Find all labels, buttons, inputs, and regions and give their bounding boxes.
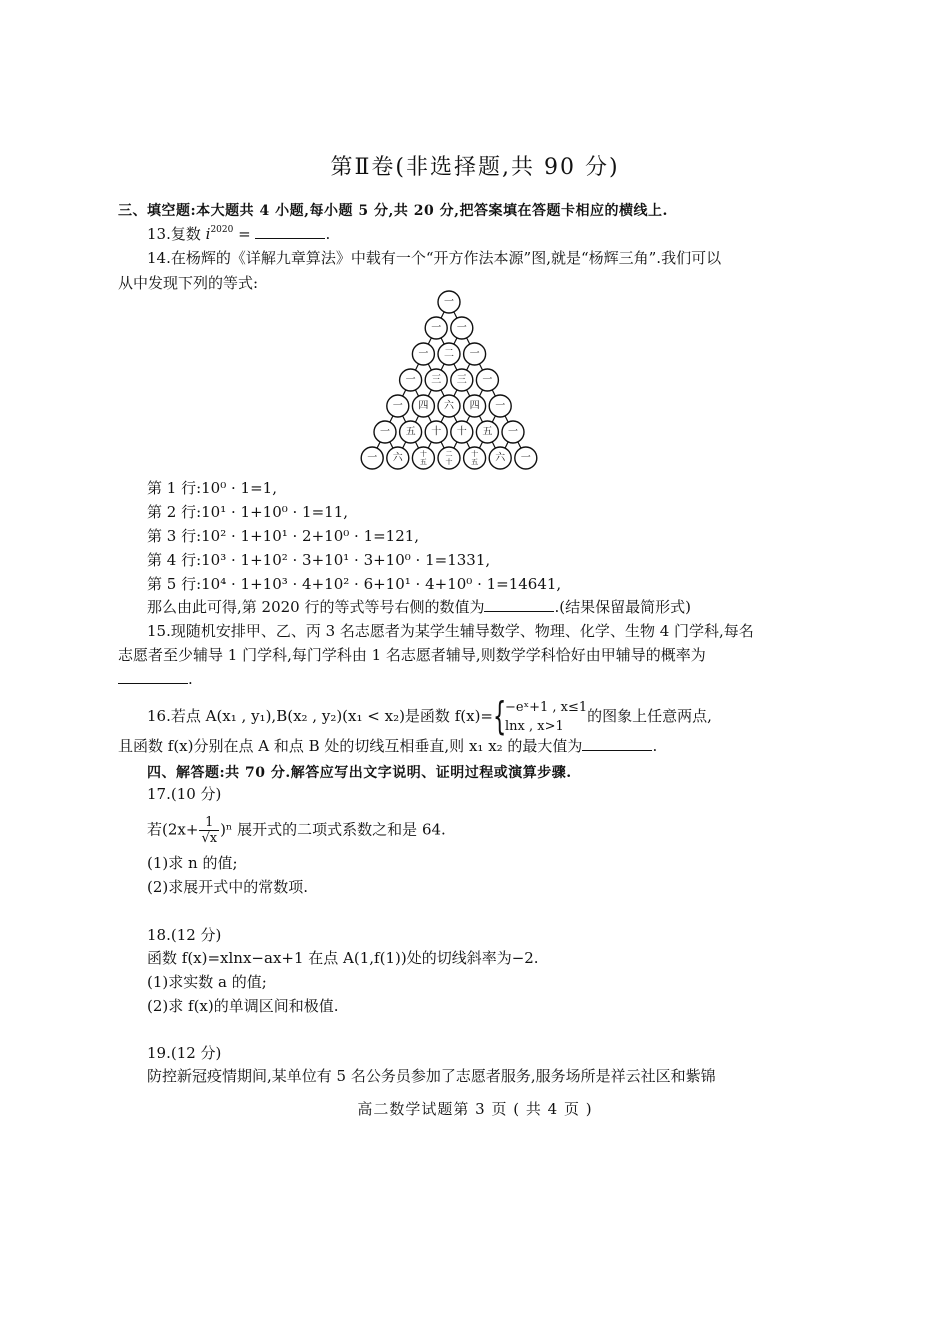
question-16-line1: 16.若点 A(x₁ , y₁),B(x₂ , y₂)(x₁ < x₂)是函数 f(x)= { −eˣ+1 , x≤1 lnx , x>1 的图象上任意两点, [147, 694, 712, 738]
section-fill-in-header: 三、填空题:本大题共 4 小题,每小题 5 分,共 20 分,把答案填在答题卡相应的横线上. [118, 203, 668, 219]
equation-row-2: 第 2 行:10¹ · 1+10⁰ · 1=11, [147, 503, 349, 521]
triangle-node-label: 一 [444, 296, 454, 308]
question-18-header: 18.(12 分) [147, 926, 222, 944]
equation-row-4: 第 4 行:10³ · 1+10² · 3+10¹ · 3+10⁰ · 1=1331, [147, 551, 491, 569]
triangle-node-label: 六 [392, 452, 403, 464]
question-18-stem: 函数 f(x)=xlnx−ax+1 在点 A(1,f(1))处的切线斜率为−2. [147, 949, 539, 967]
question-18-part2: (2)求 f(x)的单调区间和极值. [147, 997, 339, 1015]
triangle-node-label: 十 [431, 426, 442, 438]
question-13: 13.复数 $i^{2020}$ = . [147, 225, 331, 243]
page-footer: 高二数学试题第 3 页 ( 共 4 页 ) [357, 1100, 593, 1118]
answer-blank [582, 736, 652, 751]
triangle-node-label: 一 [392, 400, 403, 412]
question-14-line2: 从中发现下列的等式: [118, 274, 259, 292]
question-16-line2: 且函数 f(x)分别在点 A 和点 B 处的切线互相垂直,则 x₁ x₂ 的最大值为 . [118, 737, 658, 755]
triangle-node-label: 十五 [419, 450, 427, 466]
answer-blank [118, 669, 188, 684]
equation-row-3: 第 3 行:10² · 1+10¹ · 2+10⁰ · 1=121, [147, 527, 420, 545]
question-18-part1: (1)求实数 a 的值; [147, 973, 267, 991]
triangle-node-label: 一 [405, 374, 416, 386]
triangle-node-label: 一 [520, 452, 531, 464]
question-17-part1: (1)求 n 的值; [147, 854, 238, 872]
triangle-node-label: 一 [367, 452, 378, 464]
triangle-node-label: 十 [456, 426, 467, 438]
question-15-line1: 15.现随机安排甲、乙、丙 3 名志愿者为某学生辅导数学、物理、化学、生物 4 门学科,每名 [147, 622, 754, 640]
triangle-node-label: 五 [482, 426, 493, 438]
question-19-header: 19.(12 分) [147, 1044, 222, 1062]
yang-hui-triangle-figure [358, 290, 540, 472]
left-brace-icon: { [493, 694, 507, 738]
triangle-node-label: 一 [482, 374, 493, 386]
section-answer-header: 四、解答题:共 70 分.解答应写出文字说明、证明过程或演算步骤. [147, 765, 572, 781]
question-15-line3: . [118, 669, 193, 689]
equation-row-5: 第 5 行:10⁴ · 1+10³ · 4+10² · 6+10¹ · 4+10⁰ · 1=14641, [147, 575, 562, 593]
question-15-line2: 志愿者至少辅导 1 门学科,每门学科由 1 名志愿者辅导,则数学学科恰好由甲辅导的概率为 [118, 646, 706, 664]
equation-row-1: 第 1 行:10⁰ · 1=1, [147, 479, 277, 497]
triangle-node-label: 二十 [445, 450, 453, 466]
question-14-line1: 14.在杨辉的《详解九章算法》中载有一个“开方作法本源”图,就是“杨辉三角”.我们可以 [147, 249, 722, 267]
question-19-stem: 防控新冠疫情期间,某单位有 5 名公务员参加了志愿者服务,服务场所是祥云社区和紫锦 [147, 1067, 716, 1085]
triangle-node-label: 六 [444, 400, 454, 412]
answer-blank [255, 224, 325, 239]
triangle-node-label: 四 [469, 400, 480, 412]
triangle-node-label: 十五 [471, 450, 479, 466]
fraction: $\frac{1}{√x}$ [201, 815, 218, 846]
triangle-node-label: 四 [418, 400, 429, 412]
triangle-node-label: 一 [495, 400, 506, 412]
triangle-node-label: 一 [456, 322, 467, 334]
triangle-node-label: 一 [508, 426, 518, 438]
question-17-stem: 若(2x+ $\frac{1}{√x}$ )ⁿ 展开式的二项式系数之和是 64. [147, 815, 446, 846]
triangle-node-label: 一 [431, 322, 442, 334]
question-17-header: 17.(10 分) [147, 785, 222, 803]
triangle-node-label: 一 [469, 348, 480, 360]
section-title: 第Ⅱ卷(非选择题,共 90 分) [330, 155, 620, 180]
question-17-part2: (2)求展开式中的常数项. [147, 878, 309, 896]
triangle-node-label: 三 [456, 374, 467, 386]
answer-blank [484, 597, 554, 612]
question-14-conclusion: 那么由此可得,第 2020 行的等式等号右侧的数值为 .(结果保留最简形式) [147, 598, 691, 616]
triangle-node-label: 五 [405, 426, 416, 438]
triangle-node-label: 三 [431, 374, 442, 386]
triangle-node-label: 一 [418, 348, 429, 360]
triangle-node-label: 六 [495, 452, 506, 464]
piecewise-function: { −eˣ+1 , x≤1 lnx , x>1 [493, 694, 588, 738]
triangle-node-label: 一 [380, 426, 390, 438]
triangle-node-label: 二 [444, 348, 454, 360]
